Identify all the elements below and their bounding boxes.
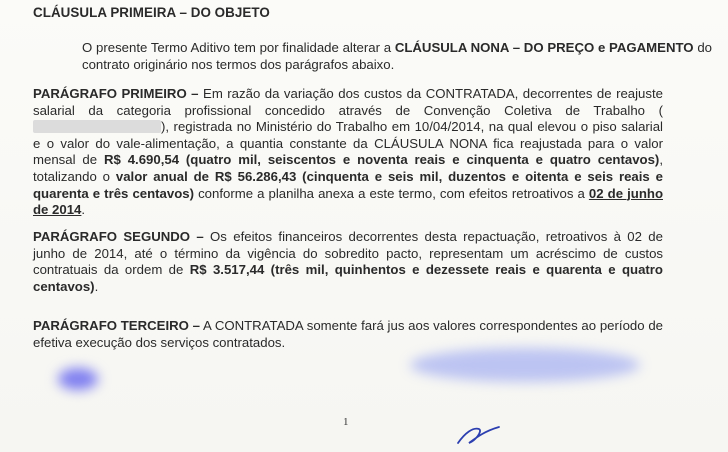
page-number: 1: [343, 416, 349, 428]
paragraph-primeiro-text-3: , totalizando o: [33, 152, 663, 184]
redacted-signature-right: [410, 348, 640, 382]
increase-value: R$ 3.517,44 (três mil, quinhentos e dezessete reais e quarenta e quatro centavos): [33, 262, 663, 294]
redacted-signature-left: [58, 368, 98, 390]
retroactive-date: 02 de junho de 2014: [33, 185, 663, 218]
intro-bold-clause: CLÁUSULA NONA – DO PREÇO e PAGAMENTO: [394, 40, 694, 55]
paragraph-primeiro-text-4: conforme a planilha anexa a este termo, com efeitos retroativos a: [194, 185, 589, 201]
paragraph-primeiro-text-1: Em razão da variação dos custos da CONTRATADA, decorrentes de reajuste salarial da categoria profissional concedido através de Convenção Coletiva de Trabalho (: [33, 86, 663, 118]
intro-text-2: do contrato originário nos termos dos parágrafos abaixo.: [82, 40, 712, 72]
annual-value: valor anual de R$ 56.286,43 (cinquenta e seis mil, duzentos e oitenta e seis reais e quarenta e três centavos): [33, 168, 663, 201]
paragraph-primeiro-text-2: ), registrada no Ministério do Trabalho em 10/04/2014, na qual elevou o piso salarial e o valor do vale-alimentação, a quantia constante da CLÁUSULA NONA fica reajustada para o valor mensal de: [33, 119, 663, 168]
clause-heading: CLÁUSULA PRIMEIRA – DO OBJETO: [33, 5, 270, 20]
paragraph-terceiro-label: PARÁGRAFO TERCEIRO –: [33, 318, 200, 333]
paragraph-primeiro-label: PARÁGRAFO PRIMEIRO –: [33, 86, 199, 101]
signature-stroke: [455, 423, 505, 449]
paragraph-primeiro-text-5: .: [81, 202, 86, 218]
paragraph-segundo: [33, 229, 663, 295]
paragraph-primeiro: [33, 86, 663, 219]
paragraph-segundo-text-2: .: [94, 278, 99, 294]
paragraph-segundo-label: PARÁGRAFO SEGUNDO –: [33, 229, 204, 244]
monthly-value: R$ 4.690,54 (quatro mil, seiscentos e noventa reais e cinquenta e quatro centavos): [103, 152, 660, 168]
intro-text-1: O presente Termo Aditivo tem por finalidade alterar a: [82, 40, 395, 55]
paragraph-terceiro-text-1: A CONTRATADA somente fará jus aos valores correspondentes ao período de efetiva execução dos serviços contratados.: [33, 318, 663, 350]
intro-paragraph: [33, 40, 712, 73]
paragraph-segundo-text-1: Os efeitos financeiros decorrentes desta repactuação, retroativos à 02 de junho de 2014, até o término da vigência do sobredito pacto, representam um acréscimo de custos contratuais da ordem de: [33, 229, 663, 278]
paragraph-terceiro: [33, 318, 663, 351]
redaction-box: [33, 120, 161, 133]
